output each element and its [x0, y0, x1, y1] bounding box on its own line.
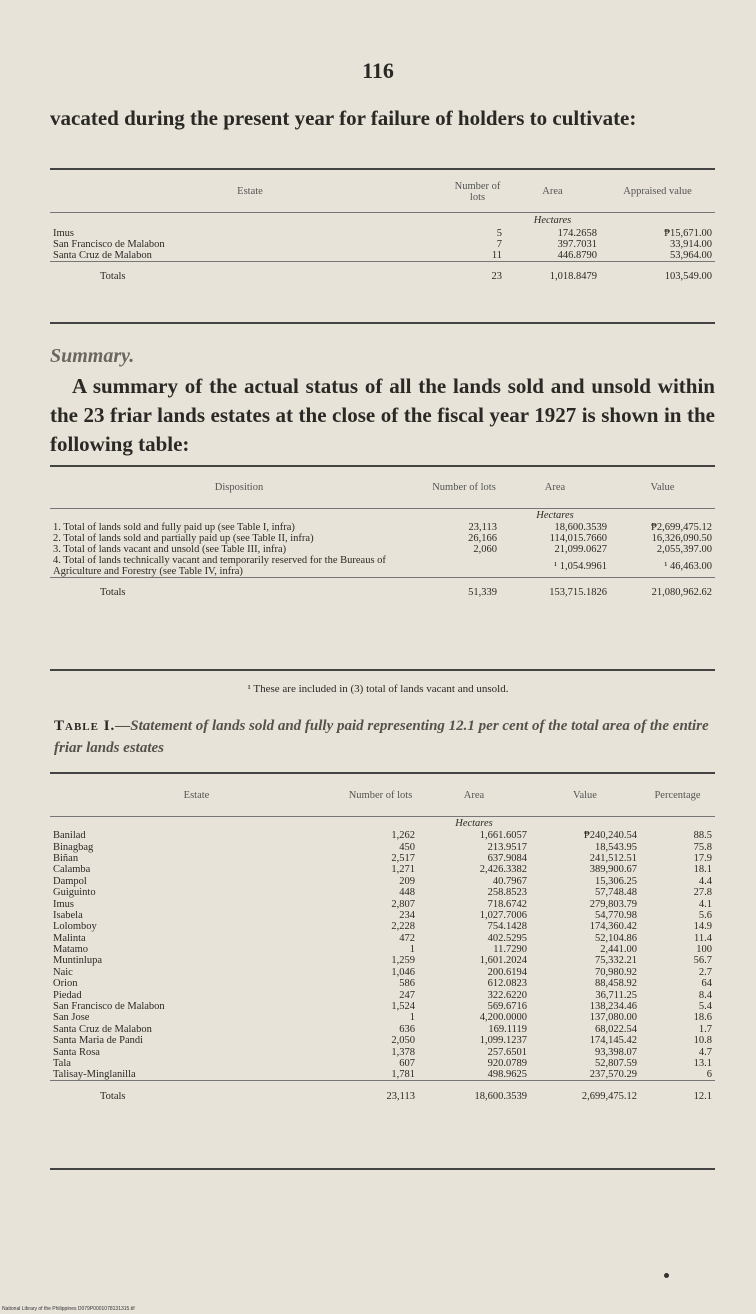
cell-area: 258.8523: [487, 887, 527, 899]
cell-lots: 636: [399, 1023, 415, 1035]
table-row: [50, 989, 715, 1000]
col-header-area: Area: [418, 776, 530, 816]
cell-estate: Isabela: [53, 909, 83, 921]
table-row: [50, 841, 715, 852]
cell-lots: 2,517: [391, 852, 415, 864]
cell-area: 40.7967: [492, 875, 527, 887]
cell-estate: Malinta: [53, 932, 86, 944]
cell-area: 397.7031: [557, 239, 597, 250]
cell-disposition: 1. Total of lands sold and fully paid up (see Table I, infra): [53, 522, 295, 533]
col-header-value: Appraised value: [600, 172, 715, 212]
table-row: [50, 555, 715, 578]
totals-label: Totals: [100, 1091, 126, 1103]
cell-value: 93,398.07: [595, 1046, 637, 1058]
table-rule: [50, 168, 715, 170]
cell-lots: [428, 555, 500, 578]
table-row: [50, 921, 715, 932]
cell-pct: 11.4: [694, 932, 712, 944]
cell-lots: 1,046: [391, 966, 415, 978]
col-header-estate: Estate: [50, 172, 450, 212]
cell-pct: 5.6: [698, 909, 712, 921]
cell-area: 402.5295: [487, 932, 527, 944]
table-row: [50, 910, 715, 921]
cell-pct: 10.8: [693, 1035, 712, 1047]
cell-estate: Lolomboy: [53, 921, 97, 933]
cell-estate: Santa Cruz de Malabon: [53, 250, 152, 261]
cell-lots: 448: [399, 887, 415, 899]
cell-pct: 18.6: [693, 1012, 712, 1024]
cell-lots: 472: [399, 932, 415, 944]
cell-estate: Matamo: [53, 944, 88, 956]
cell-value: 70,980.92: [595, 966, 637, 978]
table-rule: [50, 465, 715, 467]
cell-lots: 1: [409, 944, 415, 956]
cell-pct: 75.8: [693, 841, 712, 853]
cell-estate: Talisay-Minglanilla: [53, 1069, 136, 1081]
cell-value: 75,332.21: [595, 955, 637, 967]
scan-credit: National Library of the Philippines D079P0001078131315.tif: [2, 1306, 135, 1312]
table-rule: [50, 772, 715, 774]
cell-area: 2,426.3382: [479, 864, 527, 876]
cell-area: 637.9084: [487, 852, 527, 864]
area-unit-label: Hectares: [536, 509, 574, 521]
cell-area: 498.9625: [487, 1069, 527, 1081]
table-row: [50, 978, 715, 989]
cell-disposition: 3. Total of lands vacant and unsold (see Table III, infra): [53, 544, 287, 555]
cell-estate: Calamba: [53, 864, 91, 876]
col-header-area: Area: [505, 172, 600, 212]
cell-value: 138,234.46: [589, 1001, 637, 1013]
cell-pct: 4.1: [698, 898, 712, 910]
table-row: [50, 887, 715, 898]
cell-area: 754.1428: [487, 921, 527, 933]
totals-value: 2,699,475.12: [581, 1091, 637, 1103]
intro-paragraph: vacated during the present year for failure of holders to cultivate:: [50, 106, 637, 130]
cell-estate: Santa Maria de Pandi: [53, 1035, 144, 1047]
cell-pct: 88.5: [693, 830, 712, 842]
cell-estate: Banilad: [53, 830, 86, 842]
cell-value: 36,711.25: [595, 989, 637, 1001]
cell-lots: 1: [409, 1012, 415, 1024]
table-rule: [50, 669, 715, 671]
area-unit-label: Hectares: [455, 817, 493, 829]
cell-area: 718.6742: [487, 898, 527, 910]
cell-value: 33,914.00: [670, 239, 712, 250]
totals-lots: 23,113: [386, 1091, 415, 1103]
area-unit-label: Hectares: [533, 214, 572, 226]
summary-heading: Summary.: [50, 345, 135, 367]
table-row: [50, 1058, 715, 1069]
table-row: [50, 250, 715, 262]
col-header-lots: Number of lots: [450, 172, 505, 212]
cell-area: 213.9517: [487, 841, 527, 853]
totals-area: 1,018.8479: [549, 271, 597, 283]
cell-lots: 5: [496, 228, 502, 239]
totals-area: 18,600.3539: [474, 1091, 527, 1103]
cell-estate: Muntinlupa: [53, 955, 102, 967]
cell-lots: 2,060: [473, 544, 497, 555]
cell-value: 52,807.59: [595, 1058, 637, 1069]
cell-value: 68,022.54: [595, 1023, 637, 1035]
table-row: [50, 1046, 715, 1057]
cell-estate: San Francisco de Malabon: [53, 239, 165, 250]
col-header-estate: Estate: [50, 776, 343, 816]
cell-value: ₱240,240.54: [583, 830, 637, 842]
cell-value: 241,512.51: [589, 852, 637, 864]
table-row: [50, 544, 715, 555]
col-header-area: Area: [500, 468, 610, 508]
cell-value: 18,543.95: [595, 841, 637, 853]
cell-estate: Imus: [53, 898, 74, 910]
cell-value: 174,360.42: [589, 921, 637, 933]
table-row: [50, 1024, 715, 1035]
table-row: [50, 522, 715, 533]
cell-value: 88,458.92: [595, 978, 637, 990]
table-row: [50, 955, 715, 966]
cell-value: ₱2,699,475.12: [651, 522, 712, 533]
cell-area: 1,601.2024: [479, 955, 527, 967]
cell-value: 389,900.67: [589, 864, 637, 876]
cell-lots: 1,259: [391, 955, 415, 967]
col-header-percentage: Percentage: [640, 776, 715, 816]
cell-pct: 27.8: [693, 887, 712, 899]
cell-lots: 2,050: [391, 1035, 415, 1047]
table-rule: [50, 1168, 715, 1170]
cell-area: 920.0789: [487, 1058, 527, 1069]
summary-table: [50, 468, 715, 604]
table-row: [50, 876, 715, 887]
table-row: [50, 853, 715, 864]
cell-value: 15,306.25: [595, 875, 637, 887]
table-row: [50, 830, 715, 841]
cell-pct: 14.9: [693, 921, 712, 933]
table-row: [50, 944, 715, 955]
cell-lots: 247: [399, 989, 415, 1001]
cell-value: 54,770.98: [595, 909, 637, 921]
cell-estate: Orion: [53, 978, 78, 990]
cell-lots: 7: [496, 239, 502, 250]
cell-pct: 64: [701, 978, 712, 990]
cell-lots: 2,228: [391, 921, 415, 933]
cell-pct: 2.7: [698, 966, 712, 978]
totals-area: 153,715.1826: [549, 587, 607, 599]
table-row: [50, 1001, 715, 1012]
cell-lots: 234: [399, 909, 415, 921]
cell-value: ¹ 46,463.00: [664, 560, 712, 572]
cell-area: 11.7290: [493, 944, 527, 956]
cell-estate: Piedad: [53, 989, 82, 1001]
totals-value: 103,549.00: [664, 271, 712, 283]
cell-pct: 13.1: [693, 1058, 712, 1069]
cell-lots: 11: [491, 250, 502, 261]
cell-area: 21,099.0627: [554, 544, 607, 555]
table-row: [50, 898, 715, 909]
cell-area: 569.6716: [487, 1001, 527, 1013]
cell-area: ¹ 1,054.9961: [553, 560, 607, 572]
totals-percentage: 12.1: [693, 1091, 712, 1103]
table-rule: [50, 322, 715, 324]
col-header-value: Value: [530, 776, 640, 816]
cell-value: 137,080.00: [589, 1012, 637, 1024]
table-row: [50, 239, 715, 250]
cell-lots: 2,807: [391, 898, 415, 910]
cell-lots: 586: [399, 978, 415, 990]
cell-area: 257.6501: [487, 1046, 527, 1058]
summary-paragraph: A summary of the actual status of all the lands sold and unsold within the 23 friar lands estates at the close of the fiscal year 1927 is shown in the following table:: [50, 374, 715, 456]
cell-estate: Biñan: [53, 852, 79, 864]
table-row: [50, 1012, 715, 1023]
cell-lots: 607: [399, 1058, 415, 1069]
col-header-value: Value: [610, 468, 715, 508]
page-number: 116: [362, 58, 394, 83]
cell-estate: San Jose: [53, 1012, 90, 1024]
cell-value: 2,441.00: [600, 944, 637, 956]
cell-pct: 18.1: [693, 864, 712, 876]
cell-pct: 8.4: [698, 989, 712, 1001]
cell-pct: 5.4: [698, 1001, 712, 1013]
cell-pct: 1.7: [698, 1023, 712, 1035]
cell-lots: 209: [399, 875, 415, 887]
cell-area: 322.6220: [487, 989, 527, 1001]
ink-speck: [664, 1273, 669, 1278]
totals-label: Totals: [100, 587, 126, 599]
cell-value: 237,570.29: [589, 1069, 637, 1081]
cell-pct: 17.9: [693, 852, 712, 864]
cell-lots: 1,262: [391, 830, 415, 842]
cell-pct: 4.4: [698, 875, 712, 887]
cell-value: 57,748.48: [595, 887, 637, 899]
totals-label: Totals: [100, 271, 126, 283]
cell-disposition: 2. Total of lands sold and partially paid up (see Table II, infra): [53, 533, 314, 544]
cell-lots: 23,113: [468, 522, 497, 533]
cell-value: 2,055,397.00: [656, 544, 712, 555]
cell-area: 114,015.7660: [549, 533, 607, 544]
cell-estate: Santa Rosa: [53, 1046, 100, 1058]
summary-footnote: ¹ These are included in (3) total of lands vacant and unsold.: [247, 683, 509, 695]
table-row: [50, 933, 715, 944]
cell-value: 16,326,090.50: [651, 533, 712, 544]
table-row: [50, 1035, 715, 1046]
table1-caption-title: —Statement of lands sold and fully paid representing 12.1 per cent of the total area of the entire friar lands estates: [54, 718, 709, 756]
cell-area: 446.8790: [557, 250, 597, 261]
cell-area: 612.0823: [487, 978, 527, 990]
cell-value: 279,803.79: [589, 898, 637, 910]
cell-estate: Naic: [53, 966, 73, 978]
cell-lots: 1,524: [391, 1001, 415, 1013]
table-row: [50, 228, 715, 239]
totals-lots: 23: [491, 271, 502, 283]
col-header-disposition: Disposition: [50, 468, 428, 508]
cell-estate: Santa Cruz de Malabon: [53, 1023, 152, 1035]
table1: [50, 776, 715, 1109]
cell-value: ₱15,671.00: [664, 228, 712, 239]
cell-pct: 4.7: [698, 1046, 712, 1058]
cell-value: 174,145.42: [589, 1035, 637, 1047]
cell-area: 200.6194: [487, 966, 527, 978]
cell-pct: 56.7: [693, 955, 712, 967]
table-row: [50, 1069, 715, 1081]
cell-disposition: 4. Total of lands technically vacant and temporarily reserved for the Bureaus of Agriculture and Forestry (see Table IV, infra): [53, 555, 386, 577]
cell-estate: Imus: [53, 228, 74, 239]
cell-value: 52,104.86: [595, 932, 637, 944]
cell-area: 1,099.1237: [479, 1035, 527, 1047]
cell-estate: San Francisco de Malabon: [53, 1001, 165, 1013]
table-row: [50, 533, 715, 544]
cell-pct: 6: [706, 1069, 712, 1081]
cell-area: 4,200.0000: [479, 1012, 527, 1024]
cell-area: 169.1119: [488, 1023, 527, 1035]
cell-lots: 1,781: [391, 1069, 415, 1081]
table-row: [50, 864, 715, 875]
cell-lots: 26,166: [468, 533, 497, 544]
totals-lots: 51,339: [468, 587, 497, 599]
table1-caption: [54, 715, 714, 759]
cell-pct: 100: [696, 944, 712, 956]
cell-lots: 450: [399, 841, 415, 853]
cell-estate: Binagbag: [53, 841, 94, 853]
cell-area: 174.2658: [557, 228, 597, 239]
col-header-lots: Number of lots: [428, 468, 500, 508]
cell-estate: Dampol: [53, 875, 87, 887]
cell-lots: 1,271: [391, 864, 415, 876]
cell-value: 53,964.00: [670, 250, 712, 261]
cell-estate: Tala: [53, 1058, 71, 1069]
cell-area: 1,661.6057: [479, 830, 527, 842]
cell-area: 1,027.7006: [479, 909, 527, 921]
cell-estate: Guiguinto: [53, 887, 96, 899]
table1-caption-label: Table I.: [54, 718, 116, 734]
totals-value: 21,080,962.62: [651, 587, 712, 599]
cell-lots: 1,378: [391, 1046, 415, 1058]
table-row: [50, 967, 715, 978]
col-header-lots: Number of lots: [343, 776, 418, 816]
vacated-table: [50, 172, 715, 288]
cell-area: 18,600.3539: [554, 522, 607, 533]
